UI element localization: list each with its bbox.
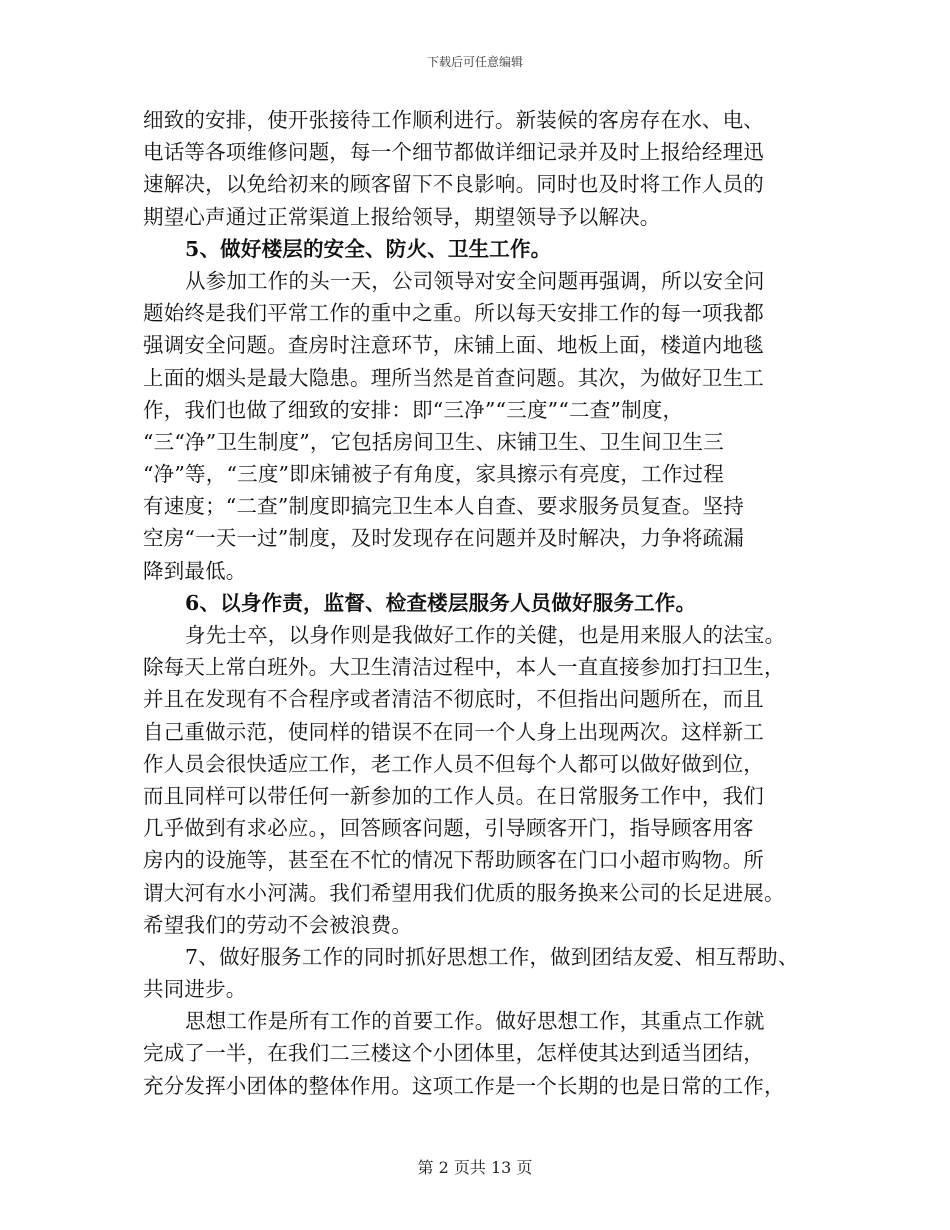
body-line: 题始终是我们平常工作的重中之重。所以每天安排工作的每一项我都 xyxy=(143,301,764,326)
body-line: 速解决，以免给初来的顾客留下不良影响。同时也及时将工作人员的 xyxy=(143,172,764,197)
body-line: 作，我们也做了细致的安排：即“三净”“三度”“二查”制度， xyxy=(143,397,684,422)
body-line: 强调安全问题。查房时注意环节，床铺上面、地板上面，楼道内地毯 xyxy=(143,333,764,358)
body-line: 细致的安排，使开张接待工作顺利进行。新装候的客房存在水、电、 xyxy=(143,108,764,132)
body-line: “净”等，“三度”即床铺被子有角度，家具擦示有亮度，工作过程 xyxy=(143,462,724,487)
section-heading-7: 7、做好服务工作的同时抓好思想工作，做到团结友爱、相互帮助、 xyxy=(185,944,799,969)
page-header: 下载后可任意编辑 xyxy=(426,55,523,69)
body-line: 自己重做示范，使同样的错误不在同一个人身上出现两次。这样新工 xyxy=(143,719,764,744)
body-line: “三“净”卫生制度”，它包括房间卫生、床铺卫生、卫生间卫生三 xyxy=(143,429,724,454)
body-line: 有速度；“二查”制度即搞完卫生本人自查、要求服务员复查。坚持 xyxy=(143,494,744,519)
body-line: 期望心声通过正常渠道上报给领导，期望领导予以解决。 xyxy=(143,204,661,229)
body-line: 思想工作是所有工作的首要工作。做好思想工作，其重点工作就 xyxy=(185,1009,765,1034)
body-line: 上面的烟头是最大隐患。理所当然是首查问题。其次，为做好卫生工 xyxy=(143,365,764,390)
body-line: 除每天上常白班外。大卫生清洁过程中，本人一直直接参加打扫卫生， xyxy=(143,655,785,680)
body-line: 房内的设施等，甚至在不忙的情况下帮助顾客在门口小超市购物。所 xyxy=(143,848,764,873)
section-heading-6: 6、以身作责，监督、检查楼层服务人员做好服务工作。 xyxy=(185,590,697,615)
body-line: 几乎做到有求必应。，回答顾客问题，引导顾客开门，指导顾客用客 xyxy=(143,816,754,841)
body-line: 电话等各项维修问题，每一个细节都做详细记录并及时上报给经理迅 xyxy=(143,140,764,165)
document-body xyxy=(143,104,823,1102)
body-line: 作人员会很快适应工作，老工作人员不但每个人都可以做好做到位， xyxy=(143,751,764,776)
body-line: 并且在发现有不合程序或者清洁不彻底时，不但指出问题所在，而且 xyxy=(143,687,764,712)
section-heading-5: 5、做好楼层的安全、防火、卫生工作。 xyxy=(185,236,552,261)
body-line: 从参加工作的头一天，公司领导对安全问题再强调，所以安全问 xyxy=(185,268,765,293)
body-line: 降到最低。 xyxy=(143,558,247,583)
body-line: 而且同样可以带任何一新参加的工作人员。在日常服务工作中，我们 xyxy=(143,783,764,808)
body-line: 希望我们的劳动不会被浪费。 xyxy=(143,912,413,937)
page-number-footer: 第 2 页共 13 页 xyxy=(417,1158,533,1177)
body-line: 完成了一半，在我们二三楼这个小团体里，怎样使其达到适当团结， xyxy=(143,1041,764,1066)
body-line: 身先士卒，以身作则是我做好工作的关健，也是用来服人的法宝。 xyxy=(185,623,786,647)
body-line: 充分发挥小团体的整体作用。这项工作是一个长期的也是日常的工作， xyxy=(143,1073,785,1098)
body-line: 空房“一天一过”制度，及时发现存在问题并及时解决，力争将疏漏 xyxy=(143,526,744,551)
body-line: 谓大河有水小河满。我们希望用我们优质的服务换来公司的长足进展。 xyxy=(143,880,785,905)
body-line: 共同进步。 xyxy=(143,977,247,1002)
